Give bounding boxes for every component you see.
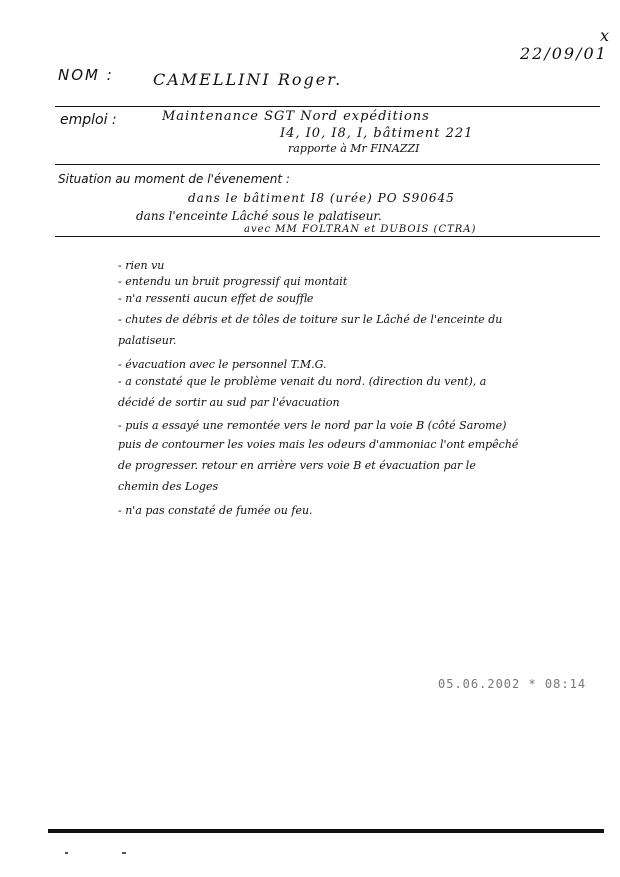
emploi-rule — [55, 164, 600, 165]
fax-stamp: 05.06.2002 * 08:14 — [438, 677, 587, 691]
nom-value: CAMELLINI Roger. — [153, 70, 343, 89]
corner-mark: x — [600, 26, 610, 45]
document-date: 22/09/01 — [520, 44, 608, 63]
statement-line: - n'a ressenti aucun effet de souffle — [118, 292, 314, 305]
situation-line-1: dans le bâtiment I8 (urée) PO S90645 — [188, 191, 455, 205]
statement-line: - évacuation avec le personnel T.M.G. — [118, 358, 327, 371]
scan-speck — [65, 852, 68, 854]
header-rule — [55, 106, 600, 107]
emploi-line-2: I4, I0, I8, I, bâtiment 221 — [280, 126, 474, 141]
statement-line: chemin des Loges — [118, 480, 219, 493]
statement-line: - a constaté que le problème venait du nord. (direction du vent), a — [118, 375, 487, 388]
statement-line: décidé de sortir au sud par l'évacuation — [118, 396, 340, 409]
statement-line: de progresser. retour en arrière vers voie B et évacuation par le — [118, 459, 476, 472]
emploi-line-1: Maintenance SGT Nord expéditions — [162, 109, 430, 124]
bottom-rule — [48, 829, 604, 833]
statement-line: palatiseur. — [118, 334, 177, 347]
scan-speck — [122, 852, 126, 854]
statement-line: - chutes de débris et de tôles de toiture sur le Lâché de l'enceinte du — [118, 313, 503, 326]
statement-line: - n'a pas constaté de fumée ou feu. — [118, 504, 313, 517]
situation-line-3: avec MM FOLTRAN et DUBOIS (CTRA) — [244, 224, 477, 235]
situation-rule — [55, 236, 600, 237]
statement-line: - puis a essayé une remontée vers le nord par la voie B (côté Sarome) — [118, 419, 507, 432]
nom-label: NOM : — [58, 66, 114, 84]
statement-line: puis de contourner les voies mais les odeurs d'ammoniac l'ont empêché — [118, 438, 519, 451]
situation-line-2: dans l'enceinte Lâché sous le palatiseur. — [136, 209, 382, 223]
statement-line: - entendu un bruit progressif qui montait — [118, 275, 348, 288]
emploi-line-3: rapporte à Mr FINAZZI — [288, 142, 420, 155]
emploi-label: emploi : — [60, 112, 117, 128]
situation-label: Situation au moment de l'évenement : — [58, 172, 290, 186]
statement-line: - rien vu — [118, 259, 165, 272]
